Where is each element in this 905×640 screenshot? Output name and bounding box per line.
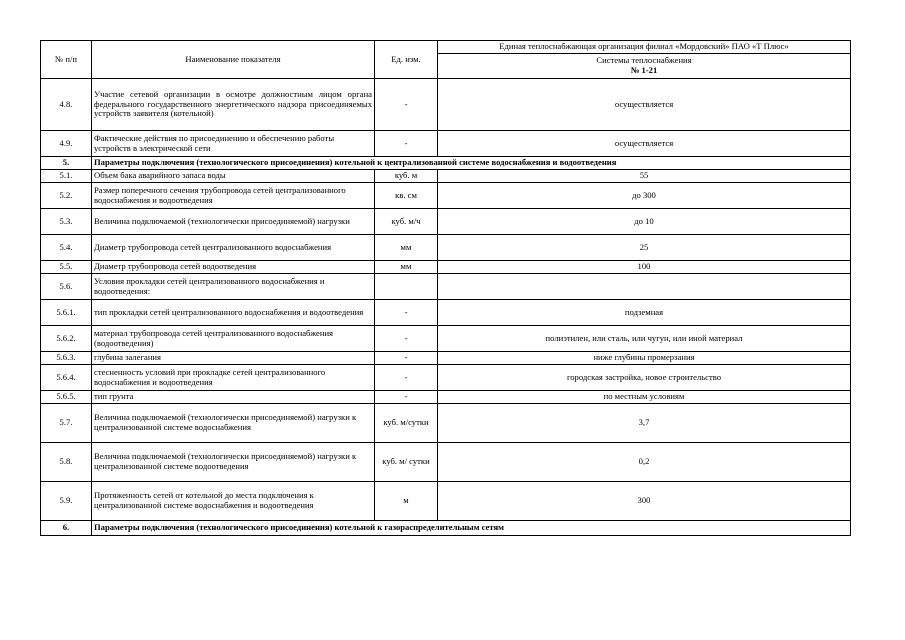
table-row (41, 79, 851, 131)
row-name: Величина подключаемой (технологически присоединяемой) нагрузки (92, 209, 375, 235)
row-name: тип грунта (92, 391, 375, 404)
table-row (41, 404, 851, 443)
section-row (41, 157, 851, 170)
row-number: 5.4. (41, 235, 92, 261)
table-row (41, 261, 851, 274)
row-value: до 10 (438, 209, 851, 235)
table-row (41, 300, 851, 326)
section-title: Параметры подключения (технологического присоединения) котельной к газораспределительным сетям (92, 521, 851, 536)
table-row (41, 235, 851, 261)
row-number: 5.6.4. (41, 365, 92, 391)
table-row (41, 209, 851, 235)
row-unit: мм (375, 235, 438, 261)
row-name: материал трубопровода сетей централизованного водоснабжения (водоотведения) (92, 326, 375, 352)
table-row (41, 443, 851, 482)
row-number: 5.2. (41, 183, 92, 209)
row-number: 5.6.1. (41, 300, 92, 326)
row-unit: мм (375, 261, 438, 274)
header-systems-cell (438, 54, 851, 79)
table-row (41, 352, 851, 365)
row-number: 4.9. (41, 131, 92, 157)
row-unit: куб. м (375, 170, 438, 183)
row-unit: куб. м/ сутки (375, 443, 438, 482)
table-row (41, 170, 851, 183)
row-number: 5.6.5. (41, 391, 92, 404)
row-unit: - (375, 365, 438, 391)
section-number: 5. (41, 157, 92, 170)
row-number: 5.5. (41, 261, 92, 274)
table-row (41, 274, 851, 300)
table-row (41, 183, 851, 209)
row-unit: - (375, 300, 438, 326)
row-value: до 300 (438, 183, 851, 209)
row-number: 5.6.3. (41, 352, 92, 365)
parameters-table (40, 40, 851, 536)
row-name: Диаметр трубопровода сетей водоотведения (92, 261, 375, 274)
row-number: 5.8. (41, 443, 92, 482)
row-unit: - (375, 326, 438, 352)
row-name: Объем бака аварийного запаса воды (92, 170, 375, 183)
row-unit: куб. м/сутки (375, 404, 438, 443)
header-unit: Ед. изм. (391, 53, 421, 64)
header-num: № п/п (55, 53, 77, 64)
row-value: 0,2 (438, 443, 851, 482)
row-name: Размер поперечного сечения трубопровода сетей централизованного водоснабжения и водоотведения (92, 183, 375, 209)
row-name: Фактические действия по присоединению и обеспечению работы устройств в электрической сети (92, 131, 375, 157)
table-row (41, 391, 851, 404)
header-name-cell (92, 41, 375, 79)
row-number: 4.8. (41, 79, 92, 131)
row-name: Величина подключаемой (технологически присоединяемой) нагрузки к централизованной системе водоснабжения (92, 404, 375, 443)
row-number: 5.1. (41, 170, 92, 183)
row-value: 100 (438, 261, 851, 274)
row-name: глубина залегания (92, 352, 375, 365)
row-number: 5.3. (41, 209, 92, 235)
row-unit: - (375, 352, 438, 365)
header-name: Наименование показателя (185, 53, 281, 64)
header-org-title: Единая теплоснабжающая организация филиал «Мордовский» ПАО «Т Плюс» (499, 41, 789, 52)
table-row (41, 326, 851, 352)
row-unit: куб. м/ч (375, 209, 438, 235)
row-value: 55 (438, 170, 851, 183)
row-name: стесненность условий при прокладке сетей централизованного водоснабжения и водоотведения (92, 365, 375, 391)
row-value: ниже глубины промерзания (438, 352, 851, 365)
row-value: 300 (438, 482, 851, 521)
row-name: Величина подключаемой (технологически присоединяемой) нагрузки к централизованной системе водоотведения (92, 443, 375, 482)
row-number: 5.6.2. (41, 326, 92, 352)
section-title: Параметры подключения (технологического присоединения) котельной к централизованной системе водоснабжения и водоотведения (92, 157, 851, 170)
row-value: осуществляется (438, 79, 851, 131)
section-row (41, 521, 851, 536)
row-value: 3,7 (438, 404, 851, 443)
table-row (41, 365, 851, 391)
row-name: Участие сетевой организации в осмотре должностным лицом органа федерального государственного энергетического надзора присоединяемых устройств заявителя (котельной) (92, 79, 375, 131)
row-number: 5.6. (41, 274, 92, 300)
row-unit: м (375, 482, 438, 521)
section-number: 6. (41, 521, 92, 536)
row-value: подземная (438, 300, 851, 326)
row-value: 25 (438, 235, 851, 261)
row-unit: - (375, 79, 438, 131)
row-number: 5.7. (41, 404, 92, 443)
header-num-cell (41, 41, 92, 79)
row-value: городская застройка, новое строительство (438, 365, 851, 391)
header-systems-title: Системы теплоснабжения (596, 55, 692, 66)
table-row (41, 482, 851, 521)
row-name: Диаметр трубопровода сетей централизованного водоснабжения (92, 235, 375, 261)
row-unit (375, 274, 438, 300)
row-value: полиэтилен, или сталь, или чугун, или иной материал (438, 326, 851, 352)
row-value: осуществляется (438, 131, 851, 157)
table-row (41, 131, 851, 157)
row-value (438, 274, 851, 300)
row-unit: - (375, 391, 438, 404)
row-value: по местным условиям (438, 391, 851, 404)
row-name: Условия прокладки сетей централизованного водоснабжения и водоотведения: (92, 274, 375, 300)
row-unit: - (375, 131, 438, 157)
row-unit: кв. см (375, 183, 438, 209)
row-name: Протяженность сетей от котельной до места подключения к централизованной системе водоснабжения и водоотведения (92, 482, 375, 521)
header-unit-cell (375, 41, 438, 79)
row-number: 5.9. (41, 482, 92, 521)
row-name: тип прокладки сетей централизованного водоснабжения и водоотведения (92, 300, 375, 326)
header-org-cell (438, 41, 851, 54)
header-systems-number: № 1-21 (630, 65, 658, 75)
